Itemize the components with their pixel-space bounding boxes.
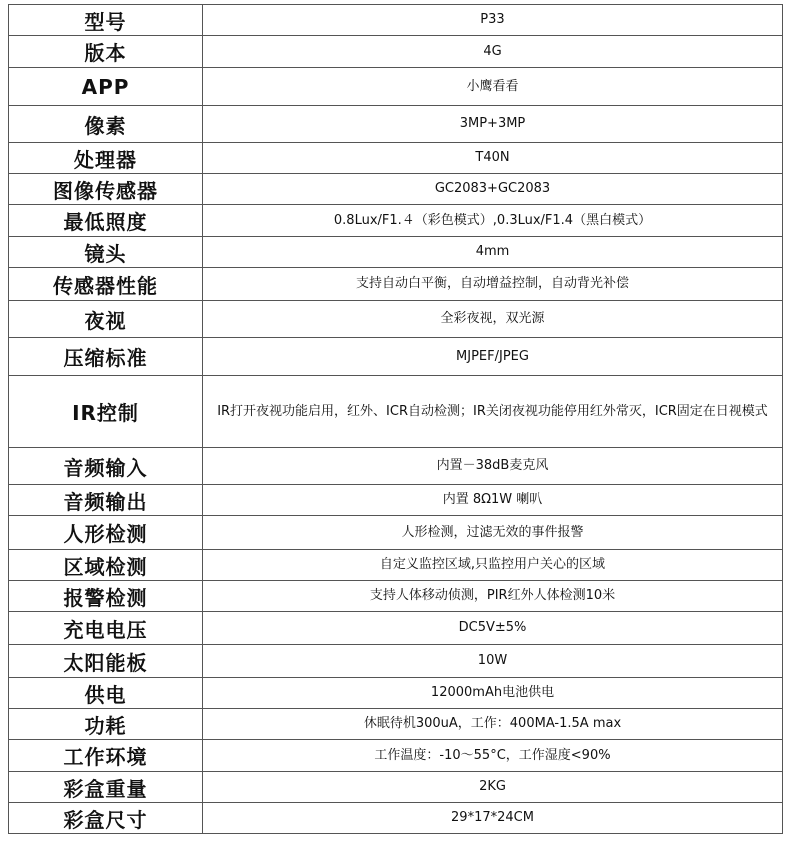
spec-label: 最低照度 bbox=[9, 205, 203, 237]
spec-label: IR控制 bbox=[9, 376, 203, 448]
spec-label: 人形检测 bbox=[9, 516, 203, 550]
spec-label: APP bbox=[9, 68, 203, 106]
spec-label: 充电电压 bbox=[9, 612, 203, 645]
spec-row bbox=[9, 581, 783, 612]
spec-row bbox=[9, 485, 783, 516]
spec-row bbox=[9, 68, 783, 106]
spec-value: GC2083+GC2083 bbox=[203, 174, 783, 205]
spec-table-body bbox=[9, 5, 783, 834]
spec-row bbox=[9, 268, 783, 301]
spec-value: 0.8Lux/F1.４（彩色模式）,0.3Lux/F1.4（黑白模式） bbox=[203, 205, 783, 237]
spec-row bbox=[9, 338, 783, 376]
spec-label: 功耗 bbox=[9, 709, 203, 740]
spec-row bbox=[9, 516, 783, 550]
spec-value: 4mm bbox=[203, 237, 783, 268]
spec-row bbox=[9, 36, 783, 68]
spec-value: 4G bbox=[203, 36, 783, 68]
spec-value: IR打开夜视功能启用，红外、ICR自动检测；IR关闭夜视功能停用红外常灭，ICR固定在日视模式 bbox=[203, 376, 783, 448]
spec-label: 型号 bbox=[9, 5, 203, 36]
spec-label: 音频输入 bbox=[9, 448, 203, 485]
spec-row bbox=[9, 5, 783, 36]
spec-label: 像素 bbox=[9, 106, 203, 143]
spec-label: 区域检测 bbox=[9, 550, 203, 581]
spec-value: 自定义监控区域,只监控用户关心的区域 bbox=[203, 550, 783, 581]
spec-label: 彩盒尺寸 bbox=[9, 803, 203, 834]
spec-label: 彩盒重量 bbox=[9, 772, 203, 803]
spec-value: 工作温度：-10～55°C，工作湿度<90% bbox=[203, 740, 783, 772]
spec-row bbox=[9, 678, 783, 709]
spec-value: MJPEF/JPEG bbox=[203, 338, 783, 376]
spec-value: 29*17*24CM bbox=[203, 803, 783, 834]
spec-row bbox=[9, 803, 783, 834]
spec-row bbox=[9, 143, 783, 174]
spec-value: 小鹰看看 bbox=[203, 68, 783, 106]
spec-value: 3MP+3MP bbox=[203, 106, 783, 143]
spec-row bbox=[9, 205, 783, 237]
spec-row bbox=[9, 740, 783, 772]
spec-label: 处理器 bbox=[9, 143, 203, 174]
spec-row bbox=[9, 448, 783, 485]
spec-label: 镜头 bbox=[9, 237, 203, 268]
spec-value: 2KG bbox=[203, 772, 783, 803]
spec-label: 图像传感器 bbox=[9, 174, 203, 205]
spec-row bbox=[9, 237, 783, 268]
spec-row bbox=[9, 645, 783, 678]
spec-row bbox=[9, 174, 783, 205]
spec-row bbox=[9, 376, 783, 448]
spec-label: 压缩标准 bbox=[9, 338, 203, 376]
spec-label: 报警检测 bbox=[9, 581, 203, 612]
spec-row bbox=[9, 550, 783, 581]
spec-label: 供电 bbox=[9, 678, 203, 709]
spec-label: 音频输出 bbox=[9, 485, 203, 516]
spec-value: T40N bbox=[203, 143, 783, 174]
spec-value: 内置－38dB麦克风 bbox=[203, 448, 783, 485]
spec-value: 全彩夜视，双光源 bbox=[203, 301, 783, 338]
spec-label: 太阳能板 bbox=[9, 645, 203, 678]
spec-table bbox=[8, 4, 783, 834]
spec-row bbox=[9, 709, 783, 740]
spec-value: DC5V±5% bbox=[203, 612, 783, 645]
spec-row bbox=[9, 106, 783, 143]
spec-row bbox=[9, 612, 783, 645]
spec-label: 工作环境 bbox=[9, 740, 203, 772]
spec-value: 10W bbox=[203, 645, 783, 678]
spec-row bbox=[9, 301, 783, 338]
spec-label: 夜视 bbox=[9, 301, 203, 338]
spec-value: 内置 8Ω1W 喇叭 bbox=[203, 485, 783, 516]
spec-value: 人形检测，过滤无效的事件报警 bbox=[203, 516, 783, 550]
spec-label: 传感器性能 bbox=[9, 268, 203, 301]
spec-row bbox=[9, 772, 783, 803]
spec-value: 12000mAh电池供电 bbox=[203, 678, 783, 709]
spec-value: 休眠待机300uA，工作：400MA-1.5A max bbox=[203, 709, 783, 740]
spec-value: P33 bbox=[203, 5, 783, 36]
spec-value: 支持人体移动侦测，PIR红外人体检测10米 bbox=[203, 581, 783, 612]
spec-label: 版本 bbox=[9, 36, 203, 68]
spec-value: 支持自动白平衡，自动增益控制，自动背光补偿 bbox=[203, 268, 783, 301]
